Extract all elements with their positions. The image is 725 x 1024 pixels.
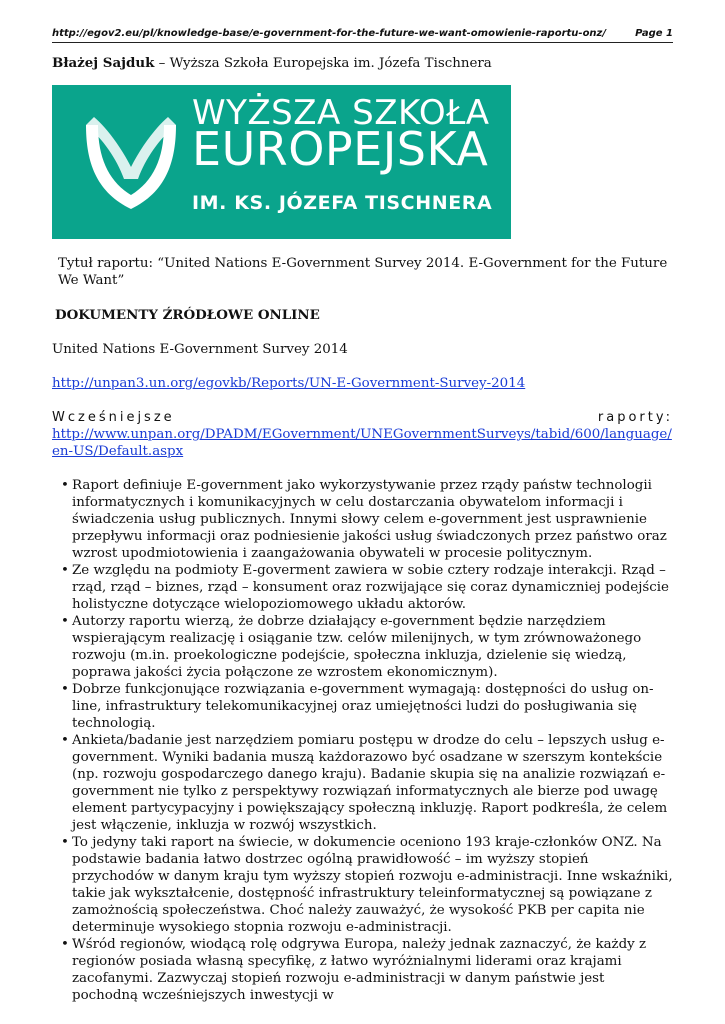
report-title: Tytuł raportu: “United Nations E-Government Survey 2014. E-Government for the Future We Want” [58,256,668,288]
earlier-label-right: raporty: [597,410,673,425]
university-logo [52,85,511,239]
earlier-reports-link[interactable]: http://www.unpan.org/DPADM/EGovernment/UNEGovernmentSurveys/tabid/600/language/en-US/Default.aspx [52,427,672,459]
earlier-label-left: Wcześniejsze [52,410,175,425]
section-heading: DOKUMENTY ŹRÓDŁOWE ONLINE [55,307,320,323]
logo-emblem-icon [76,107,186,217]
list-item: • To jedyny taki raport na świecie, w dokumencie oceniono 193 kraje-członków ONZ. Na podstawie badania łatwo dostrzec ogólną prawidłowość – im wyższy stopień przychodów w danym kraju tym wyższy stopień rozwoju e-administracji. Inne wskaźniki, takie jak wykształcenie, dostępność infrastruktury teleinformatycznej są powiązane z zamożnością społeczeństwa. Choć należy zauważyć, że wysokość PKB per capita nie determinuje wysokiego stopnia rozwoju e-administracji. [62,834,673,936]
list-item: • Dobrze funkcjonujące rozwiązania e-government wymagają: dostępności do usług on-line, infrastruktury telekomunikacyjnej oraz umiejętności ludzi do posługiwania się technologią. [62,681,673,732]
author-name: Błażej Sajduk [52,55,155,71]
survey-name: United Nations E-Government Survey 2014 [52,342,348,357]
page-header [52,28,673,43]
logo-text-line3: IM. KS. JÓZEFA TISCHNERA [192,192,493,214]
page-number: Page 1 [635,28,673,39]
author-line [52,55,673,72]
earlier-reports-label [52,409,673,426]
list-item: • Wśród regionów, wiodącą rolę odgrywa Europa, należy jednak zaznaczyć, że każdy z regionów posiada własną specyfikę, z łatwo wyróżnialnymi liderami oraz krajami zacofanymi. Zazwyczaj stopień rozwoju e-administracji w danym państwie jest pochodną wcześniejszych inwestycji w [62,936,673,1004]
list-item: • Raport definiuje E-government jako wykorzystywanie przez rządy państw technologii informatycznych i komunikacyjnych w celu dostarczania obywatelom informacji i świadczenia usług publicznych. Innymi słowy celem e-government jest usprawnienie przepływu informacji oraz podniesienie jakości usług świadczonych przez państwo oraz wzrost upodmiotowienia i zaangażowania obywateli w procesie politycznym. [62,477,673,562]
list-item: • Ze względu na podmioty E-goverment zawiera w sobie cztery rodzaje interakcji. Rząd – rząd, rząd – biznes, rząd – konsument oraz rozwijające się coraz dynamiczniej podejście holistyczne dotyczące wielopoziomowego układu aktorów. [62,562,673,613]
author-affiliation: – Wyższa Szkoła Europejska im. Józefa Tischnera [158,56,492,71]
logo-text-line2: EUROPEJSKA [192,122,489,176]
list-item: • Ankieta/badanie jest narzędziem pomiaru postępu w drodze do celu – lepszych usług e-government. Wyniki badania muszą każdorazowo być osadzane w szerszym kontekście (np. rozwoju gospodarczego danego kraju). Badanie skupia się na analizie rozwiązań e-government nie tylko z perspektywy rozwiązań informatycznych ale bierze pod uwagę element partycypacyjny i powiększający społeczną inkluzję. Raport podkreśla, że celem jest włączenie, inkluzja w rozwój wszystkich. [62,732,673,834]
list-item: • Autorzy raportu wierzą, że dobrze działający e-government będzie narzędziem wspierającym realizację i osiąganie tzw. celów milenijnych, w tym zrównoważonego rozwoju (m.in. proekologiczne podejście, społeczna inkluzja, dzielenie się wiedzą, poprawa jakości życia połączone ze wzrostem ekonomicznym). [62,613,673,681]
logo-text-line1: WYŻSZA SZKOŁA [192,93,490,133]
document-body [52,55,673,1004]
bullet-list [52,477,673,1004]
header-url: http://egov2.eu/pl/knowledge-base/e-government-for-the-future-we-want-omowienie-raportu-onz/ [52,28,607,39]
survey-link[interactable]: http://unpan3.un.org/egovkb/Reports/UN-E-Government-Survey-2014 [52,376,526,391]
